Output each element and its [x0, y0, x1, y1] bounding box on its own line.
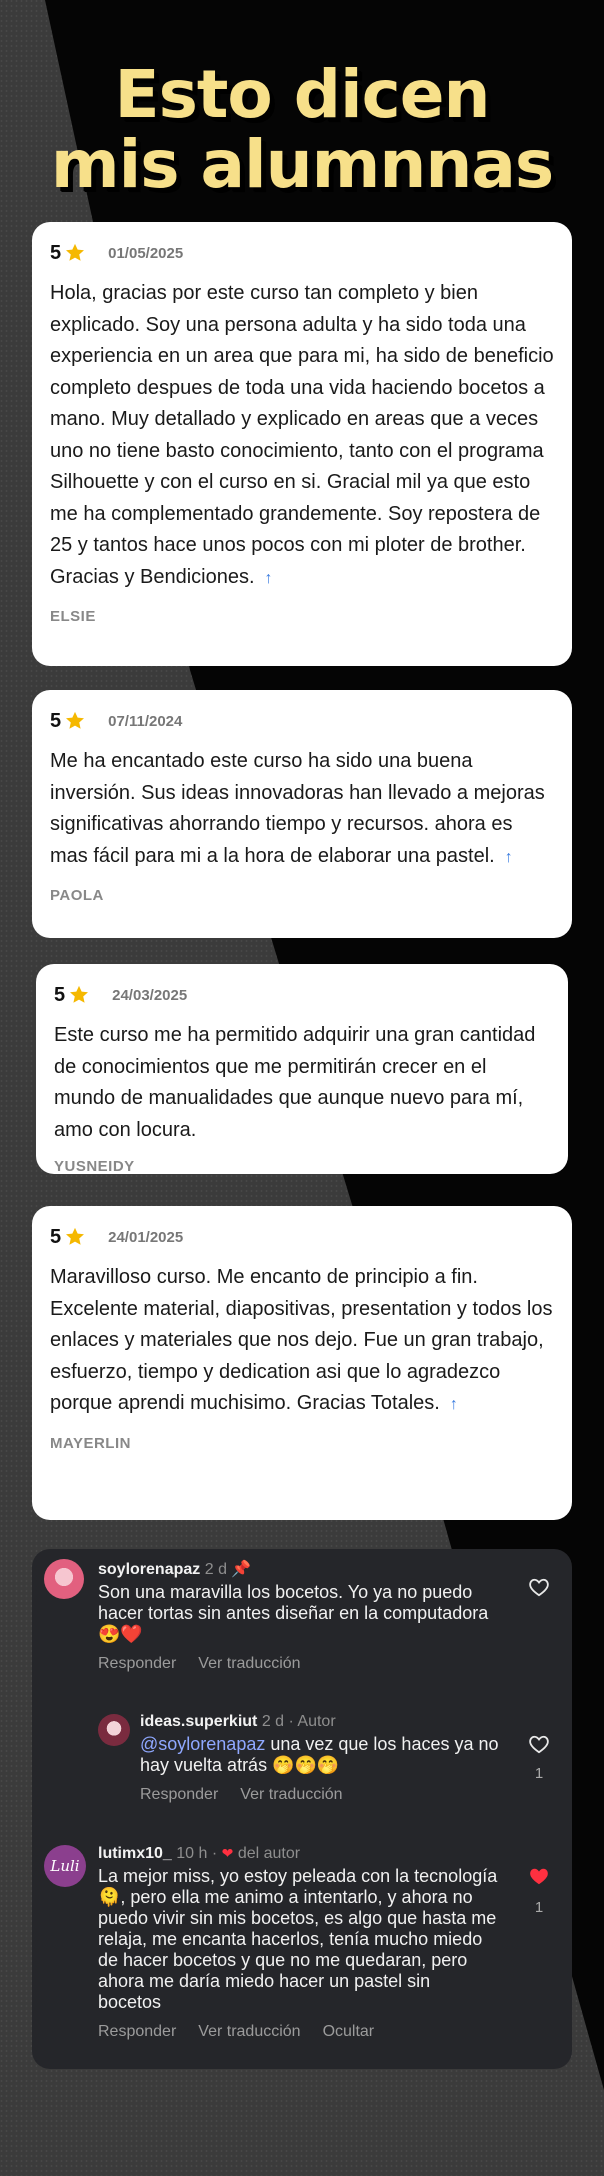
reply-button[interactable]: Responder: [98, 2023, 177, 2040]
comment-text: La mejor miss, yo estoy peleada con la tecnología 🫠, pero ella me animo a intentarlo, y ahora no puedo vivir sin mis bocetos, es algo que hasta me relaja, me encanta hacerlos, tenía mucho miedo de hacer bocetos y que no me quedaran, pero ahora me daría miedo hacer un pastel sin bocetos: [98, 1866, 498, 2012]
star-icon: [64, 710, 86, 732]
review-card: [32, 690, 572, 938]
heart-icon[interactable]: [528, 1577, 550, 1597]
review-card: [32, 222, 572, 666]
comment-time: 2 d: [204, 1561, 227, 1578]
review-card: [36, 964, 568, 1174]
comment-username[interactable]: lutimx10_: [98, 1845, 172, 1862]
review-author: MAYERLIN: [50, 1434, 131, 1452]
comment-reply: [140, 1713, 510, 1804]
review-text: Maravilloso curso. Me encanto de principio a fin. Excelente material, diapositivas, presentation y todos los enlaces y materiales que nos dejo. Fue un gran trabajo, esfuerzo, tiempo y dedication asi que lo agradezco porque aprendi muchisimo. Gracias Totales. ↑: [50, 1266, 553, 1414]
heart-icon[interactable]: [528, 1734, 550, 1754]
comment-time: 2 d · Autor: [261, 1713, 336, 1730]
comment-text: una vez que los haces ya no hay vuelta atrás 🤭🤭🤭: [140, 1734, 499, 1775]
translate-button[interactable]: Ver traducción: [198, 1655, 301, 1672]
translate-button[interactable]: Ver traducción: [240, 1786, 343, 1803]
review-text: Hola, gracias por este curso tan completo y bien explicado. Soy una persona adulta y ha sido toda una experiencia en un area que para mi, ha sido de beneficio completo despues de toda una vida haciendo bocetos a mano. Muy detallado y explicado en areas que a veces uno no tiene basto conocimiento, tanto con el programa Silhouette y con el curso en si. Gracial mil ya que esto me ha complementado grandemente. Soy repostera de 25 y tantos hace unos pocos con mi ploter de brother. Gracias y Bendiciones. ↑: [50, 282, 554, 588]
reply-button[interactable]: Responder: [140, 1786, 219, 1803]
comments-panel: [32, 1549, 572, 2069]
comment-time: 10 h ·: [176, 1845, 218, 1862]
comment: [98, 1559, 498, 1673]
heart-icon: ❤: [221, 1845, 234, 1861]
review-author: PAOLA: [50, 887, 104, 904]
pin-icon: 📌: [231, 1561, 252, 1578]
comment: [98, 1845, 498, 2041]
review-score: 5: [54, 983, 66, 1006]
review-date: 01/05/2025: [108, 244, 184, 262]
review-score: 5: [50, 709, 62, 732]
reply-button[interactable]: Responder: [98, 1655, 177, 1672]
star-icon: [68, 984, 90, 1006]
review-date: 24/01/2025: [108, 1228, 184, 1246]
star-icon: [64, 1226, 86, 1248]
star-icon: [64, 242, 86, 264]
comment-username[interactable]: soylorenapaz: [98, 1561, 201, 1578]
heart-filled-icon[interactable]: [528, 1866, 550, 1886]
review-score: 5: [50, 241, 62, 264]
review-author: YUSNEIDY: [54, 1158, 135, 1175]
review-date: 24/03/2025: [112, 986, 188, 1004]
headline-line-2: mis alumnnas: [50, 126, 554, 203]
review-text: Me ha encantado este curso ha sido una buena inversión. Sus ideas innovadoras han llevado a mejoras significativas ahorrando tiempo y recursos. ahora es mas fácil para mi a la hora de elaborar una pastel. ↑: [50, 750, 545, 867]
arrow-up-icon[interactable]: ↑: [504, 848, 513, 866]
like-count: 1: [534, 1765, 544, 1782]
review-text: Este curso me ha permitido adquirir una gran cantidad de conocimientos que me permitirán crecer en el mundo de manualidades que aunque nuevo para mí, amo con locura.: [54, 1024, 536, 1141]
review-date: 07/11/2024: [108, 712, 183, 730]
like-count: 1: [534, 1899, 544, 1916]
avatar[interactable]: [44, 1559, 84, 1599]
review-score: 5: [50, 1225, 62, 1248]
comment-username[interactable]: ideas.superkiut: [140, 1713, 258, 1730]
arrow-up-icon[interactable]: ↑: [264, 569, 273, 587]
avatar[interactable]: Luli: [44, 1845, 86, 1887]
review-card: [32, 1206, 572, 1520]
hide-button[interactable]: Ocultar: [322, 2023, 375, 2040]
arrow-up-icon[interactable]: ↑: [449, 1396, 458, 1413]
mention-link[interactable]: @soylorenapaz: [140, 1734, 266, 1754]
review-author: ELSIE: [50, 608, 96, 625]
translate-button[interactable]: Ver traducción: [198, 2023, 301, 2040]
liked-by-author-label: del autor: [237, 1845, 301, 1862]
avatar[interactable]: [98, 1714, 130, 1746]
headline-line-1: Esto dicen: [114, 56, 490, 133]
comment-text: Son una maravilla los bocetos. Yo ya no puedo hacer tortas sin antes diseñar en la computadora 😍❤️: [98, 1582, 489, 1644]
